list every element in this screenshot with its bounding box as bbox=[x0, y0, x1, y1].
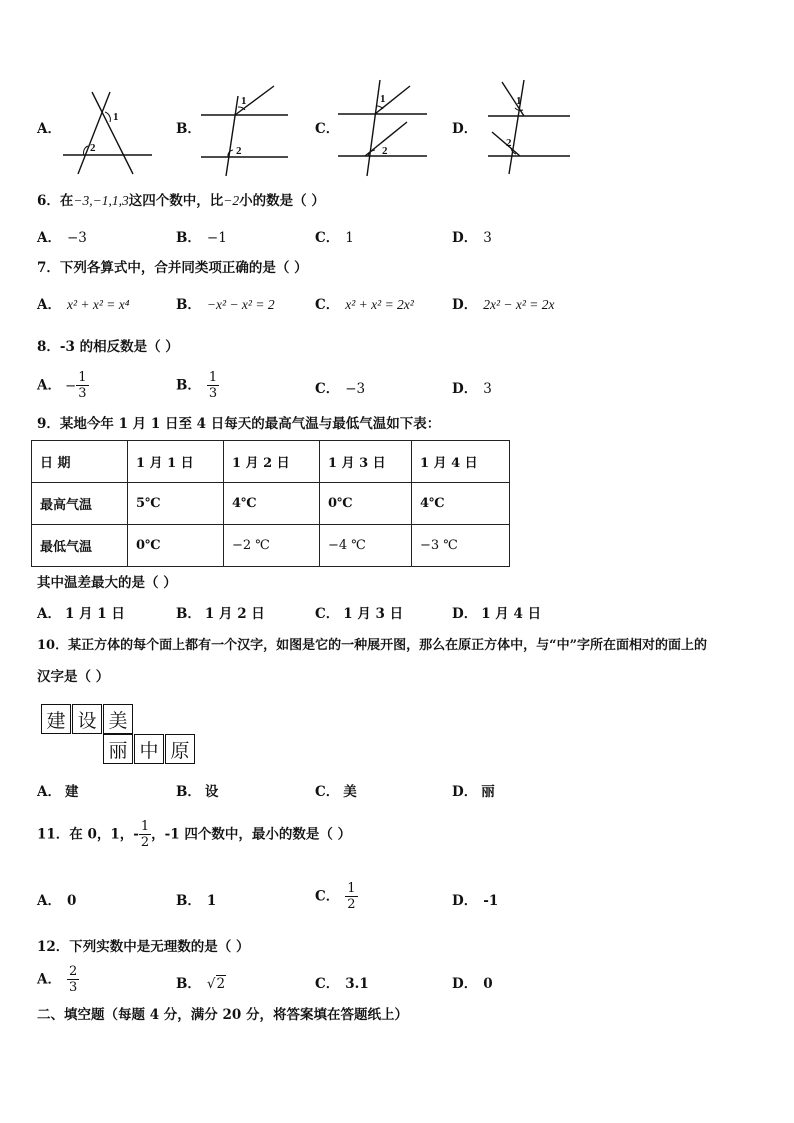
q6-stem-suffix: 这四个数中，比 bbox=[128, 193, 224, 209]
q5-option-d-figure[interactable] bbox=[482, 78, 577, 178]
net-face: 丽 bbox=[103, 734, 133, 764]
q12-stem: 12．下列实数中是无理数的是（ ） bbox=[37, 939, 250, 955]
net-face: 建 bbox=[41, 704, 71, 734]
q11-stem-suffix: ，-1 四个数中，最小的数是（ ） bbox=[151, 826, 352, 843]
q5-option-a-figure[interactable] bbox=[58, 88, 158, 178]
table-cell: 1 月 2 日 bbox=[224, 441, 320, 483]
q9-option-b[interactable]: B． 1 月 2 日 bbox=[176, 606, 265, 622]
net-face: 原 bbox=[165, 734, 195, 764]
q8-stem: 8．-3 的相反数是（ ） bbox=[37, 339, 179, 355]
q5-option-c-figure[interactable] bbox=[335, 78, 435, 178]
q5-option-c-letter: C． bbox=[315, 121, 340, 137]
q9-question: 其中温差最大的是（ ） bbox=[37, 575, 177, 591]
table-cell: 1 月 3 日 bbox=[320, 441, 412, 483]
q8-option-c[interactable]: C． −3 bbox=[315, 381, 366, 397]
net-face: 美 bbox=[103, 704, 133, 734]
q5-option-b-letter: B． bbox=[176, 121, 201, 137]
table-cell: 4℃ bbox=[412, 483, 510, 525]
table-cell: 日 期 bbox=[32, 441, 128, 483]
q5-option-d-letter: D． bbox=[452, 121, 478, 137]
q5-option-a-letter: A． bbox=[37, 121, 61, 137]
q6-option-d[interactable]: D． 3 bbox=[452, 230, 492, 246]
q9-option-c[interactable]: C． 1 月 3 日 bbox=[315, 606, 404, 622]
q6-stem-prefix: 6．在 bbox=[37, 193, 74, 209]
q8-option-b[interactable]: B． $\frac{1}{3}$ bbox=[176, 370, 218, 401]
table-cell: 最高气温 bbox=[32, 483, 128, 525]
q5d-angle2: 2 bbox=[506, 137, 512, 149]
q11-stem bbox=[37, 819, 351, 850]
q6-option-c[interactable]: C． 1 bbox=[315, 230, 354, 246]
table-cell: 4℃ bbox=[224, 483, 320, 525]
q9-option-d[interactable]: D． 1 月 4 日 bbox=[452, 606, 542, 622]
q11-option-c[interactable]: C． $\frac{1}{2}$ bbox=[315, 881, 356, 912]
table-cell: 0℃ bbox=[128, 525, 224, 567]
q10-option-a[interactable]: A． 建 bbox=[37, 784, 79, 800]
q7-stem: 7．下列各算式中，合并同类项正确的是（ ） bbox=[37, 260, 308, 276]
table-cell: 1 月 4 日 bbox=[412, 441, 510, 483]
q12-option-b[interactable]: B． √2 bbox=[176, 976, 226, 992]
q6-numbers: −3,−1,1,3 bbox=[73, 193, 129, 208]
q5d-angle1: 1 bbox=[516, 95, 522, 107]
table-cell: 5℃ bbox=[128, 483, 224, 525]
table-row bbox=[32, 483, 510, 525]
table-header-row bbox=[32, 441, 510, 483]
q10-option-c[interactable]: C． 美 bbox=[315, 784, 357, 800]
q6-option-b[interactable]: B． −1 bbox=[176, 230, 227, 246]
q6-compare: −2 bbox=[223, 193, 240, 208]
q10-option-b[interactable]: B． 设 bbox=[176, 784, 219, 800]
q7-option-a[interactable]: A． x² + x² = x⁴ bbox=[37, 297, 130, 313]
q11-option-a[interactable]: A． 0 bbox=[37, 893, 77, 909]
q6-option-a[interactable]: A． −3 bbox=[37, 230, 87, 246]
table-cell: 1 月 1 日 bbox=[128, 441, 224, 483]
table-cell: −2 ℃ bbox=[224, 525, 320, 567]
q6-stem-end: 小的数是（ ） bbox=[239, 193, 325, 209]
table-cell: −3 ℃ bbox=[412, 525, 510, 567]
q10-stem-line2: 汉字是（ ） bbox=[37, 669, 110, 685]
q7-option-c[interactable]: C． x² + x² = 2x² bbox=[315, 297, 414, 313]
section-heading-fill-in: 二、填空题（每题 4 分，满分 20 分，将答案填在答题纸上） bbox=[37, 1007, 408, 1023]
q11-fraction: $\frac{1}{2}$ bbox=[140, 819, 150, 850]
net-face: 设 bbox=[72, 704, 102, 734]
q10-stem-line1: 10．某正方体的每个面上都有一个汉字，如图是它的一种展开图，那么在原正方体中，与“中”字所在面相对的面上的 bbox=[37, 638, 708, 653]
q7-option-b[interactable]: B． −x² − x² = 2 bbox=[176, 297, 275, 313]
q7-option-d[interactable]: D． 2x² − x² = 2x bbox=[452, 297, 555, 313]
q10-option-d[interactable]: D． 丽 bbox=[452, 784, 495, 800]
q12-option-a[interactable]: A． $\frac{2}{3}$ bbox=[37, 964, 78, 995]
q11-option-b[interactable]: B． 1 bbox=[176, 893, 217, 909]
q5-option-b-figure[interactable] bbox=[198, 80, 298, 178]
q12-option-c[interactable]: C． 3.1 bbox=[315, 976, 369, 992]
q5a-angle1: 1 bbox=[113, 111, 119, 123]
table-cell: −4 ℃ bbox=[320, 525, 412, 567]
q9-temperature-table bbox=[31, 440, 510, 567]
net-face: 中 bbox=[134, 734, 164, 764]
q11-stem-prefix: 11．在 0，1，- bbox=[37, 826, 139, 843]
q11-option-d[interactable]: D． -1 bbox=[452, 893, 499, 909]
q12-option-d[interactable]: D． 0 bbox=[452, 976, 493, 992]
q9-option-a[interactable]: A． 1 月 1 日 bbox=[37, 606, 125, 622]
q5c-angle1: 1 bbox=[380, 93, 386, 105]
q5b-angle1: 1 bbox=[241, 95, 247, 107]
q6-stem bbox=[37, 192, 325, 210]
table-row bbox=[32, 525, 510, 567]
q5b-angle2: 2 bbox=[236, 145, 242, 157]
q8-option-a[interactable]: A． − $\frac{1}{3}$ bbox=[37, 370, 87, 401]
table-cell: 最低气温 bbox=[32, 525, 128, 567]
q8-option-d[interactable]: D． 3 bbox=[452, 381, 492, 397]
q9-stem: 9．某地今年 1 月 1 日至 4 日每天的最高气温与最低气温如下表： bbox=[37, 416, 441, 432]
q5c-angle2: 2 bbox=[382, 145, 388, 157]
table-cell: 0℃ bbox=[320, 483, 412, 525]
q5a-angle2: 2 bbox=[90, 142, 96, 154]
